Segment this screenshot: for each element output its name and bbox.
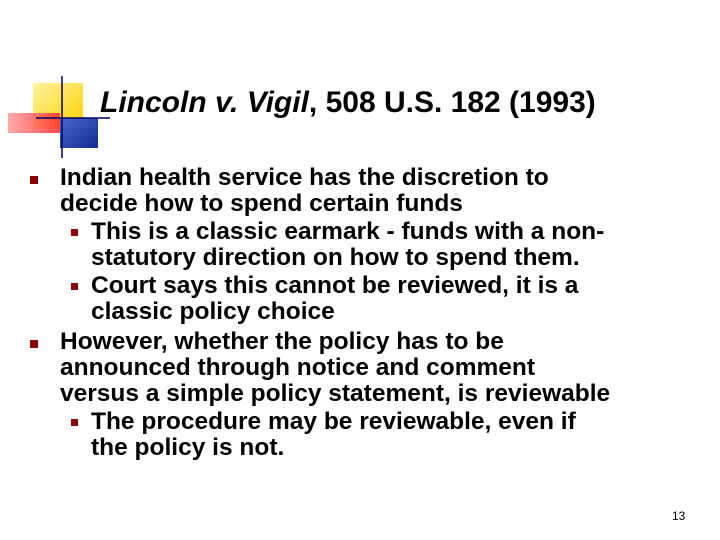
blue-square [60,118,98,148]
decorative-corner-graphic [0,0,110,170]
bullet-text-line: However, whether the policy has to be [60,328,504,355]
sub-bullet-text-line: The procedure may be reviewable, even if [91,408,576,435]
sub-bullet-text-line: Court says this cannot be reviewed, it is a [91,272,579,299]
sub-bullet-marker [71,229,78,236]
red-bar [8,113,60,133]
sub-bullet-text-line: statutory direction on how to spend them. [91,244,580,271]
sub-bullet-text-line: the policy is not. [91,434,285,461]
sub-bullet-marker [71,419,78,426]
case-name: Lincoln v. Vigil [100,86,309,119]
bullet-text-line: Indian health service has the discretion to [60,164,549,191]
bullet-text-line: versus a simple policy statement, is reviewable [60,380,611,407]
sub-bullet-text-line: classic policy choice [91,298,335,325]
bullet-text-line: announced through notice and comment [60,354,536,381]
bullet-marker [30,176,38,184]
sub-bullet-marker [71,283,78,290]
sub-bullet-text-line: This is a classic earmark - funds with a non- [91,218,605,245]
page-number: 13 [672,509,686,523]
bullet-marker [30,340,38,348]
slide-title [100,86,700,120]
case-citation: , 508 U.S. 182 (1993) [308,86,596,119]
bullet-text-line: decide how to spend certain funds [60,190,463,217]
